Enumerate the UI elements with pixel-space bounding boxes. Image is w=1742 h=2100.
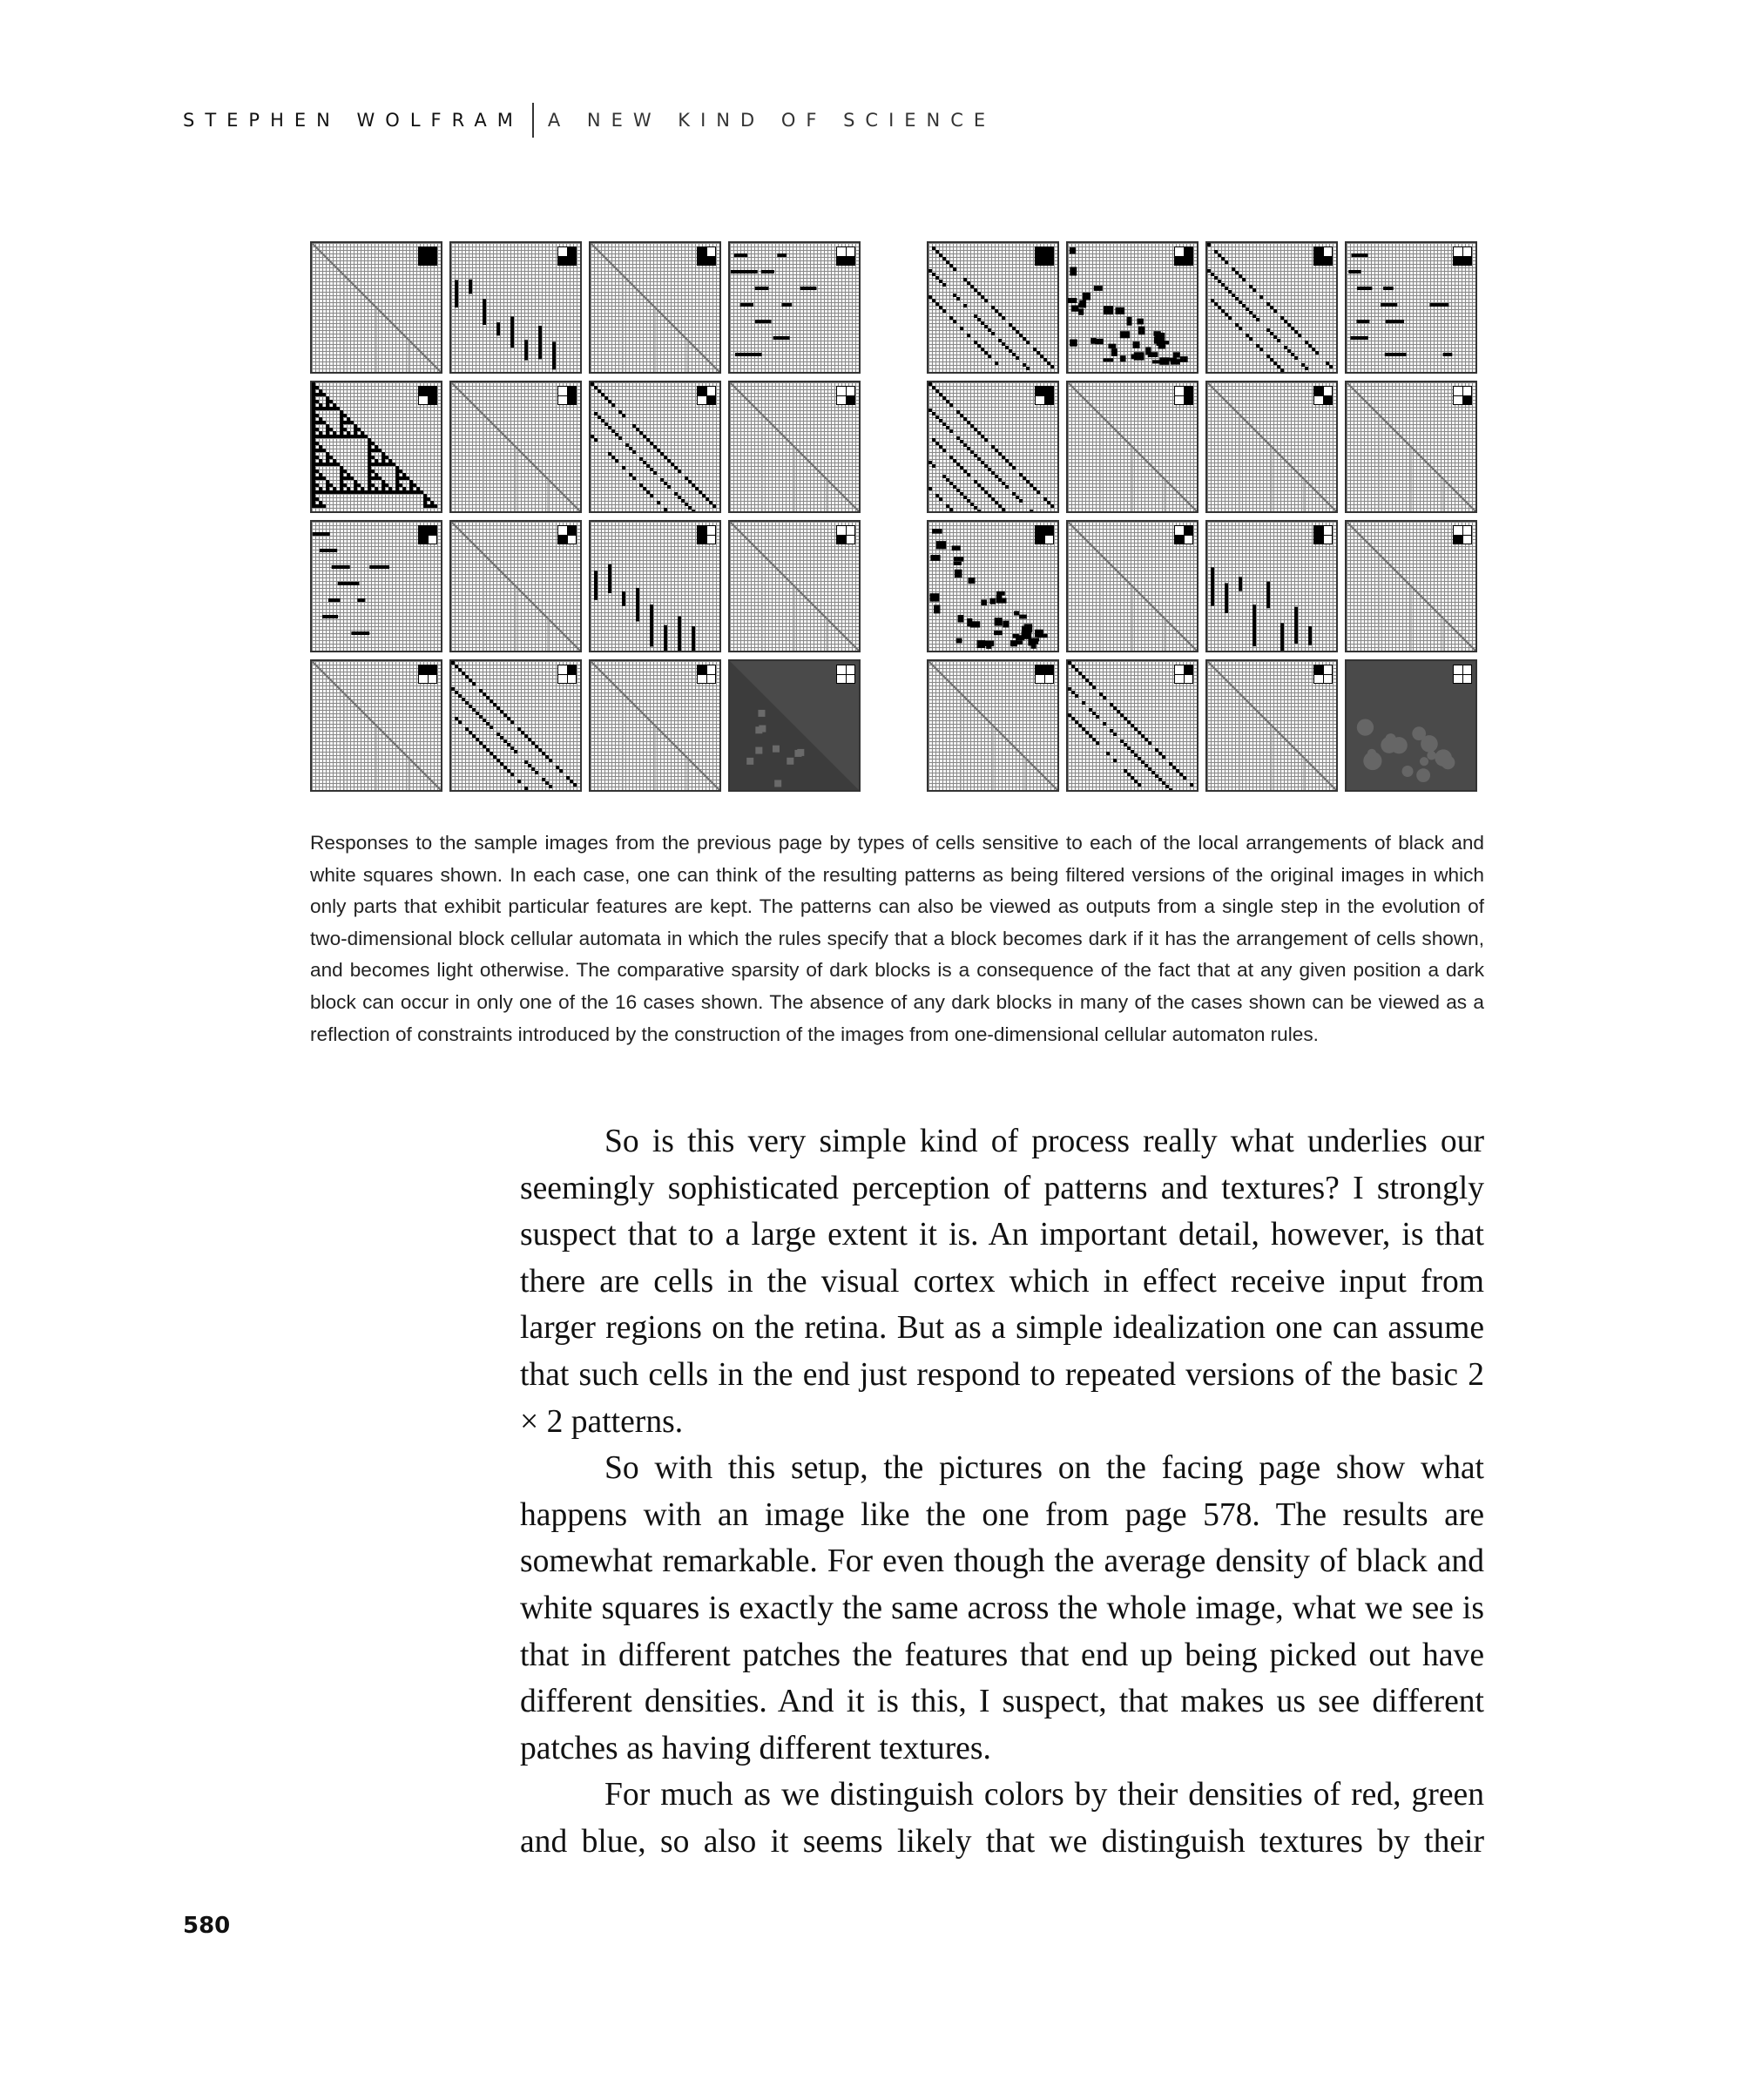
key-cell <box>1463 536 1472 544</box>
arrangement-key-icon <box>697 665 716 684</box>
key-cell <box>1324 526 1333 535</box>
key-cell <box>429 396 437 405</box>
filter-response-panel <box>589 381 721 513</box>
key-cell <box>1463 396 1472 405</box>
key-cell <box>707 526 716 535</box>
key-cell <box>1036 257 1044 266</box>
filter-response-panel <box>449 241 582 374</box>
key-cell <box>1185 526 1193 535</box>
key-cell <box>1175 396 1184 405</box>
arrangement-key-icon <box>1035 525 1054 544</box>
filter-response-panel <box>310 520 442 652</box>
filter-response-panel <box>449 659 582 792</box>
book-title: A NEW KIND OF SCIENCE <box>547 110 996 131</box>
key-cell <box>707 257 716 266</box>
key-cell <box>1175 675 1184 684</box>
key-cell <box>1036 526 1044 535</box>
filter-response-panel <box>1345 520 1477 652</box>
key-cell <box>1314 396 1323 405</box>
key-cell <box>1454 536 1462 544</box>
arrangement-key-icon <box>557 525 577 544</box>
filter-response-panel <box>728 659 861 792</box>
key-cell <box>558 387 567 395</box>
filter-response-panel <box>449 381 582 513</box>
key-cell <box>1045 665 1054 674</box>
arrangement-key-icon <box>1035 386 1054 405</box>
key-cell <box>1314 387 1323 395</box>
key-cell <box>1036 396 1044 405</box>
key-cell <box>707 387 716 395</box>
filter-response-panel <box>449 520 582 652</box>
key-cell <box>1454 257 1462 266</box>
key-cell <box>707 396 716 405</box>
key-cell <box>1045 387 1054 395</box>
arrangement-key-icon <box>1313 246 1333 266</box>
key-cell <box>1036 387 1044 395</box>
key-cell <box>1045 675 1054 684</box>
figure-caption: Responses to the sample images from the previous page by types of cells sensitive to each of the local arrangements of black and white squares shown. In each case, one can think of the resulting patterns as being filtered versions of the original images in which only parts that exhibit particular features are kept. The patterns can also be viewed as outputs from a single step in the evolution of two-dimensional block cellular automata in which the rules specify that a block becomes dark if it has the arrangement of cells shown, and becomes light otherwise. The comparative sparsity of dark blocks is a consequence of the fact that at any given position a dark block can occur in only one of the 16 cases shown. The absence of any dark blocks in many of the cases shown can be viewed as a reflection of constraints introduced by the construction of the images from one-dimensional cellular automaton rules. <box>310 832 1484 1045</box>
key-cell <box>568 526 577 535</box>
key-cell <box>1463 526 1472 535</box>
filter-response-panel <box>589 659 721 792</box>
key-cell <box>1045 257 1054 266</box>
key-cell <box>707 665 716 674</box>
key-cell <box>1454 526 1462 535</box>
key-cell <box>558 536 567 544</box>
filter-response-panel <box>589 241 721 374</box>
key-cell <box>1036 536 1044 544</box>
key-cell <box>558 247 567 256</box>
body-text <box>520 1118 1484 1866</box>
key-cell <box>837 536 846 544</box>
key-cell <box>847 526 855 535</box>
key-cell <box>1314 536 1323 544</box>
arrangement-key-icon <box>697 525 716 544</box>
key-cell <box>1185 257 1193 266</box>
filter-response-panel <box>728 520 861 652</box>
key-cell <box>1454 675 1462 684</box>
key-cell <box>1314 665 1323 674</box>
key-cell <box>568 665 577 674</box>
key-cell <box>1324 665 1333 674</box>
key-cell <box>1185 387 1193 395</box>
key-cell <box>1036 247 1044 256</box>
arrangement-key-icon <box>1313 525 1333 544</box>
key-cell <box>1175 257 1184 266</box>
arrangement-key-icon <box>836 525 855 544</box>
arrangement-key-icon <box>836 386 855 405</box>
key-cell <box>1036 675 1044 684</box>
key-cell <box>1036 665 1044 674</box>
key-cell <box>419 665 428 674</box>
key-cell <box>568 247 577 256</box>
key-cell <box>837 675 846 684</box>
key-cell <box>429 257 437 266</box>
key-cell <box>847 536 855 544</box>
filter-response-panel <box>927 381 1059 513</box>
arrangement-key-icon <box>697 246 716 266</box>
key-cell <box>1185 247 1193 256</box>
key-cell <box>847 675 855 684</box>
key-cell <box>1175 665 1184 674</box>
key-cell <box>568 257 577 266</box>
arrangement-key-icon <box>1313 665 1333 684</box>
key-cell <box>419 396 428 405</box>
key-cell <box>837 247 846 256</box>
arrangement-key-icon <box>418 665 437 684</box>
key-cell <box>429 675 437 684</box>
key-cell <box>847 247 855 256</box>
key-cell <box>1185 665 1193 674</box>
key-cell <box>568 675 577 684</box>
key-cell <box>837 665 846 674</box>
filter-response-panel <box>1205 659 1338 792</box>
arrangement-key-icon <box>557 665 577 684</box>
key-cell <box>1045 526 1054 535</box>
running-head <box>183 103 996 138</box>
key-cell <box>698 665 706 674</box>
arrangement-key-icon <box>1453 525 1472 544</box>
key-cell <box>1463 257 1472 266</box>
key-cell <box>429 536 437 544</box>
key-cell <box>1175 387 1184 395</box>
key-cell <box>1175 247 1184 256</box>
key-cell <box>1314 247 1323 256</box>
key-cell <box>837 257 846 266</box>
arrangement-key-icon <box>1035 665 1054 684</box>
key-cell <box>568 396 577 405</box>
filter-response-panel <box>927 659 1059 792</box>
filter-response-panel <box>1205 520 1338 652</box>
filter-response-panel <box>310 381 442 513</box>
key-cell <box>698 247 706 256</box>
key-cell <box>1175 526 1184 535</box>
arrangement-key-icon <box>557 386 577 405</box>
arrangement-key-icon <box>1035 246 1054 266</box>
key-cell <box>429 387 437 395</box>
filter-response-panel <box>927 520 1059 652</box>
key-cell <box>837 387 846 395</box>
key-cell <box>558 675 567 684</box>
arrangement-key-icon <box>557 246 577 266</box>
key-cell <box>698 257 706 266</box>
paragraph: So is this very simple kind of process really what underlies our seemingly sophisticated perception of patterns and textures? I strongly suspect that to a large extent it is. An important detail, however, is that there are cells in the visual cortex which in effect receive input from larger regions on the retina. But as a simple idealization one can assume that such cells in the end just respond to repeated versions of the basic 2 × 2 patterns. <box>520 1124 1484 1440</box>
key-cell <box>1463 247 1472 256</box>
key-cell <box>558 257 567 266</box>
filter-response-panel <box>927 241 1059 374</box>
filter-response-panel <box>728 381 861 513</box>
key-cell <box>1324 247 1333 256</box>
filter-response-panel <box>728 241 861 374</box>
filter-response-panel <box>1345 241 1477 374</box>
filter-response-panel <box>1066 520 1198 652</box>
filter-response-panel <box>1205 381 1338 513</box>
filter-response-panel <box>1345 659 1477 792</box>
key-cell <box>429 247 437 256</box>
key-cell <box>698 387 706 395</box>
key-cell <box>419 387 428 395</box>
key-cell <box>1324 675 1333 684</box>
key-cell <box>1045 536 1054 544</box>
key-cell <box>558 526 567 535</box>
arrangement-key-icon <box>836 246 855 266</box>
filter-response-panel <box>1066 381 1198 513</box>
key-cell <box>847 665 855 674</box>
arrangement-key-icon <box>1313 386 1333 405</box>
key-cell <box>558 665 567 674</box>
key-cell <box>1463 387 1472 395</box>
key-cell <box>707 247 716 256</box>
filter-response-panel <box>1066 241 1198 374</box>
arrangement-key-icon <box>1174 665 1193 684</box>
key-cell <box>419 536 428 544</box>
key-cell <box>1454 247 1462 256</box>
key-cell <box>1324 396 1333 405</box>
filter-response-panel <box>310 241 442 374</box>
key-cell <box>419 257 428 266</box>
key-cell <box>698 675 706 684</box>
key-cell <box>1454 396 1462 405</box>
arrangement-key-icon <box>1453 246 1472 266</box>
key-cell <box>1185 536 1193 544</box>
filter-response-panel <box>1066 659 1198 792</box>
key-cell <box>419 526 428 535</box>
key-cell <box>568 387 577 395</box>
arrangement-key-icon <box>418 386 437 405</box>
key-cell <box>698 536 706 544</box>
key-cell <box>707 536 716 544</box>
key-cell <box>698 526 706 535</box>
header-divider <box>532 103 534 138</box>
arrangement-key-icon <box>1174 386 1193 405</box>
key-cell <box>1045 396 1054 405</box>
key-cell <box>847 257 855 266</box>
key-cell <box>1454 665 1462 674</box>
key-cell <box>1324 257 1333 266</box>
key-cell <box>429 665 437 674</box>
author-name: STEPHEN WOLFRAM <box>183 110 523 131</box>
arrangement-key-icon <box>1453 386 1472 405</box>
arrangement-key-icon <box>1174 246 1193 266</box>
key-cell <box>568 536 577 544</box>
key-cell <box>1314 526 1323 535</box>
key-cell <box>707 675 716 684</box>
filter-response-panel <box>310 659 442 792</box>
key-cell <box>1045 247 1054 256</box>
arrangement-key-icon <box>1174 525 1193 544</box>
key-cell <box>1185 396 1193 405</box>
arrangement-key-icon <box>418 525 437 544</box>
key-cell <box>847 396 855 405</box>
page-number: 580 <box>183 1913 231 1939</box>
filter-response-panel <box>589 520 721 652</box>
paragraph: For much as we distinguish colors by their densities of red, green and blue, so also it seems likely that we distinguish textures by their <box>520 1777 1484 1860</box>
key-cell <box>1454 387 1462 395</box>
key-cell <box>419 247 428 256</box>
key-cell <box>558 396 567 405</box>
arrangement-key-icon <box>1453 665 1472 684</box>
key-cell <box>1463 675 1472 684</box>
paragraph: So with this setup, the pictures on the facing page show what happens with an image like the one from page 578. The results are somewhat remarkable. For even though the average density of black and white squares is exactly the same across the whole image, what we see is that in different patches the features that end up being picked out have different densities. And it is this, I suspect, that makes us see different patches as having different textures. <box>520 1450 1484 1766</box>
figure-filter-responses <box>310 241 1484 781</box>
key-cell <box>847 387 855 395</box>
arrangement-key-icon <box>418 246 437 266</box>
arrangement-key-icon <box>697 386 716 405</box>
key-cell <box>1175 536 1184 544</box>
key-cell <box>1324 536 1333 544</box>
key-cell <box>1463 665 1472 674</box>
key-cell <box>837 526 846 535</box>
key-cell <box>1314 675 1323 684</box>
key-cell <box>698 396 706 405</box>
key-cell <box>429 526 437 535</box>
filter-response-panel <box>1345 381 1477 513</box>
filter-response-panel <box>1205 241 1338 374</box>
key-cell <box>1185 675 1193 684</box>
key-cell <box>1324 387 1333 395</box>
key-cell <box>1314 257 1323 266</box>
key-cell <box>419 675 428 684</box>
arrangement-key-icon <box>836 665 855 684</box>
key-cell <box>837 396 846 405</box>
